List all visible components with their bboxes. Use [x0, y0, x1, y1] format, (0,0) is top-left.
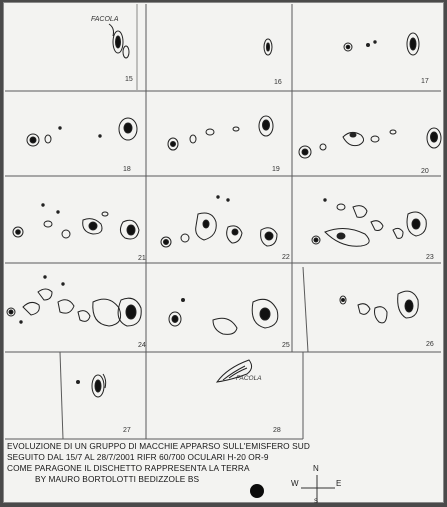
- panel-28-note: FACOLA: [236, 375, 262, 382]
- caption-line-2: SEGUITO DAL 15/7 AL 28/7/2001 RIFR 60/700 OCULARI H-20 OR-9: [7, 452, 269, 462]
- compass: [291, 464, 351, 507]
- panel-24-day: 24: [138, 342, 146, 349]
- panel-15-day: 15: [125, 76, 133, 83]
- panel-27-spots: [77, 374, 106, 397]
- panel-19-spots: [168, 116, 273, 150]
- caption-line-4: BY MAURO BORTOLOTTI BEDIZZOLE BS: [35, 474, 200, 484]
- panel-22-spots: [161, 196, 277, 247]
- drawing-canvas: [3, 2, 444, 503]
- panel-19-day: 19: [272, 166, 280, 173]
- panel-26-day: 26: [426, 341, 434, 348]
- panel-20-spots: [299, 128, 441, 158]
- panel-20-day: 20: [421, 168, 429, 175]
- panel-22-day: 22: [282, 254, 290, 261]
- panel-18-day: 18: [123, 166, 131, 173]
- panel-25-spots: [169, 299, 278, 335]
- compass-east: E: [336, 479, 342, 488]
- compass-south: S: [314, 499, 319, 505]
- panel-grid: [5, 4, 441, 439]
- compass-north: N: [313, 464, 319, 473]
- panel-16-spots: [264, 39, 272, 55]
- caption-block: [7, 441, 427, 485]
- panel-16-day: 16: [274, 79, 282, 86]
- caption-line-3: COME PARAGONE IL DISCHETTO RAPPRESENTA LA TERRA: [7, 463, 250, 473]
- panel-26-spots: [340, 291, 418, 323]
- panel-24-spots: [7, 276, 141, 326]
- panel-17-spots: [344, 33, 419, 55]
- panel-27-day: 27: [123, 427, 131, 434]
- panel-15-spots: [109, 24, 129, 58]
- panel-23-day: 23: [426, 254, 434, 261]
- compass-west: W: [291, 479, 299, 488]
- panel-18-spots: [27, 118, 137, 146]
- panel-15-note: FACOLA: [91, 16, 119, 23]
- panel-17-day: 17: [421, 78, 429, 85]
- panel-23-spots: [312, 199, 426, 246]
- earth-scale-disc: [250, 484, 264, 498]
- caption-line-1: EVOLUZIONE DI UN GRUPPO DI MACCHIE APPARSO SULL'EMISFERO SUD: [7, 441, 310, 451]
- panel-21-spots: [13, 204, 139, 239]
- panel-21-day: 21: [138, 255, 146, 262]
- panel-25-day: 25: [282, 342, 290, 349]
- sunspot-drawing-sheet: [3, 2, 444, 503]
- panel-28-day: 28: [273, 427, 281, 434]
